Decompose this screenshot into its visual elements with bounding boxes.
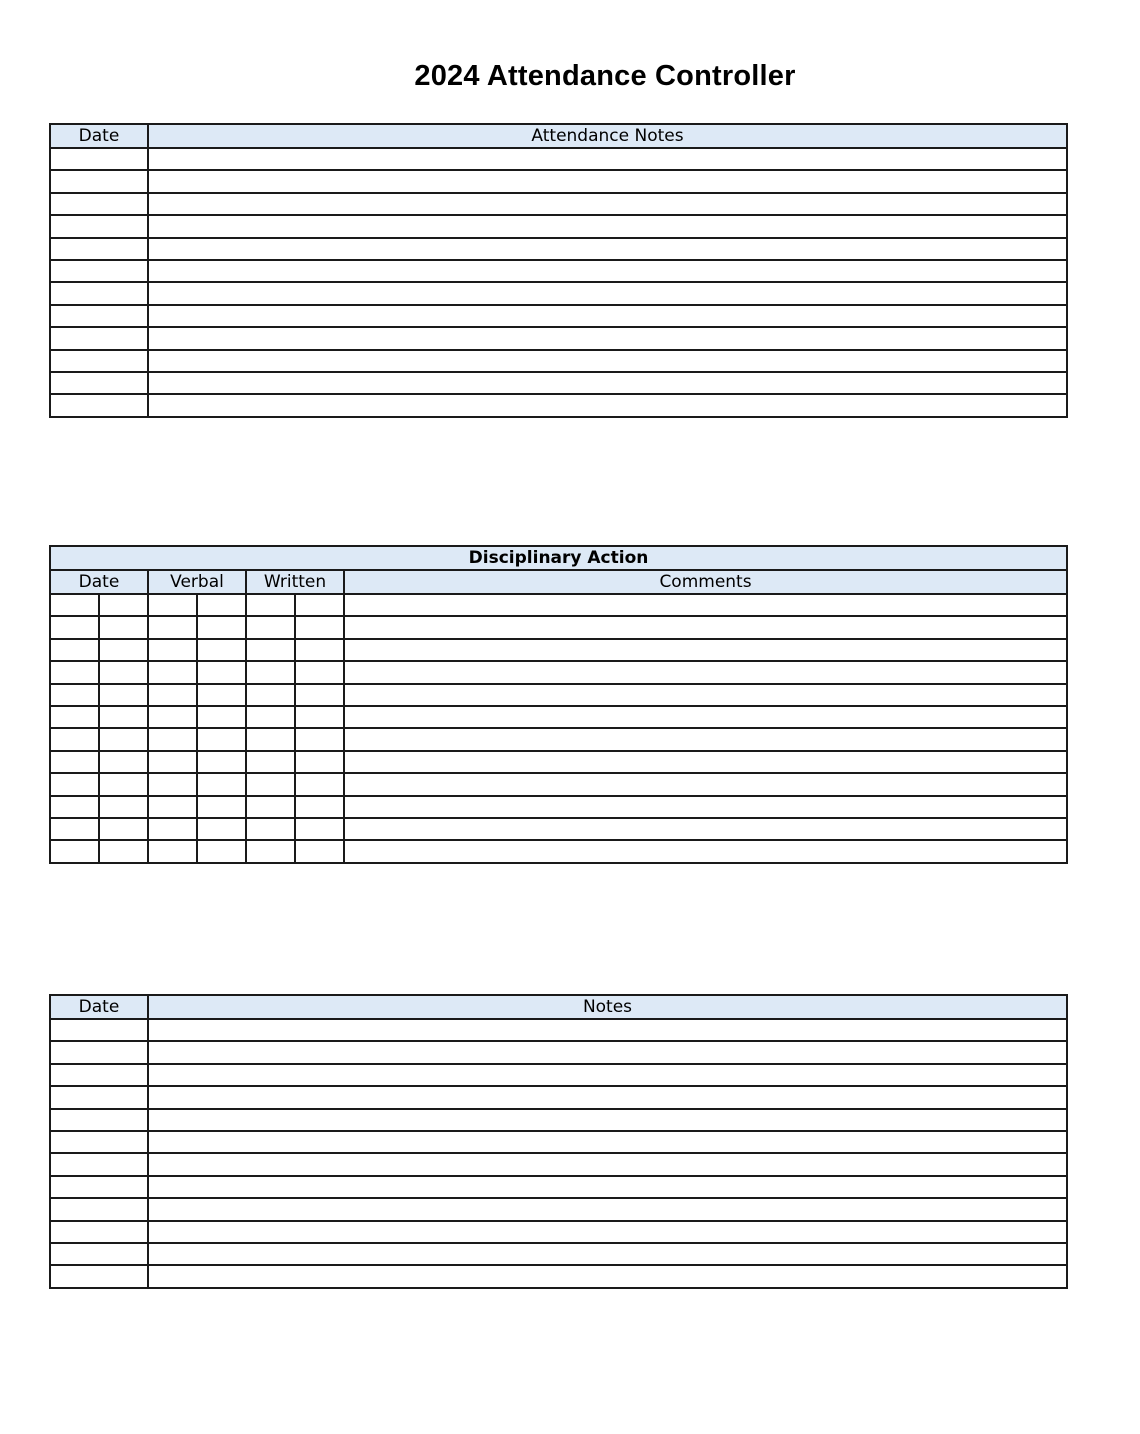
table-row [50, 1131, 1067, 1153]
table-cell[interactable] [344, 728, 1067, 750]
table-cell[interactable] [148, 840, 197, 862]
table-row [50, 684, 1067, 706]
table-cell[interactable] [50, 796, 99, 818]
table-row [50, 840, 1067, 862]
notes-header-row [50, 995, 1067, 1019]
table-cell[interactable] [246, 773, 295, 795]
table-row [50, 282, 1067, 304]
table-row [50, 327, 1067, 349]
table-cell[interactable] [50, 616, 99, 638]
table-row [50, 394, 1067, 416]
table-cell[interactable] [50, 282, 148, 304]
table-cell[interactable] [148, 706, 197, 728]
disciplinary-date-header: Date [50, 570, 148, 594]
table-cell[interactable] [148, 1243, 1067, 1265]
table-cell[interactable] [197, 594, 246, 616]
table-cell[interactable] [50, 372, 148, 394]
notes-date-header: Date [50, 995, 148, 1019]
table-cell[interactable] [50, 170, 148, 192]
notes-table [49, 994, 1068, 1289]
page-title: 2024 Attendance Controller [414, 60, 796, 92]
table-cell[interactable] [197, 728, 246, 750]
notes-notes-header: Notes [148, 995, 1067, 1019]
table-row [50, 639, 1067, 661]
table-cell[interactable] [50, 305, 148, 327]
table-cell[interactable] [148, 1265, 1067, 1287]
table-cell[interactable] [246, 594, 295, 616]
attendance-table [49, 123, 1068, 418]
table-cell[interactable] [50, 238, 148, 260]
table-cell[interactable] [197, 840, 246, 862]
table-cell[interactable] [50, 1243, 148, 1265]
table-row [50, 594, 1067, 616]
table-row [50, 215, 1067, 237]
table-cell[interactable] [148, 1153, 1067, 1175]
table-cell[interactable] [50, 148, 148, 170]
table-cell[interactable] [50, 1131, 148, 1153]
table-cell[interactable] [99, 661, 148, 683]
table-cell[interactable] [344, 616, 1067, 638]
table-cell[interactable] [246, 616, 295, 638]
table-cell[interactable] [148, 1086, 1067, 1108]
table-cell[interactable] [148, 238, 1067, 260]
table-row [50, 728, 1067, 750]
table-cell[interactable] [148, 616, 197, 638]
notes-body [50, 1019, 1067, 1288]
table-cell[interactable] [197, 661, 246, 683]
table-cell[interactable] [99, 840, 148, 862]
table-cell[interactable] [50, 594, 99, 616]
table-cell[interactable] [50, 1019, 148, 1041]
table-cell[interactable] [99, 639, 148, 661]
table-cell[interactable] [148, 193, 1067, 215]
table-row [50, 1176, 1067, 1198]
table-cell[interactable] [99, 684, 148, 706]
table-cell[interactable] [197, 616, 246, 638]
table-cell[interactable] [148, 818, 197, 840]
table-cell[interactable] [197, 818, 246, 840]
table-cell[interactable] [50, 1265, 148, 1287]
table-row [50, 796, 1067, 818]
table-cell[interactable] [344, 684, 1067, 706]
table-cell[interactable] [246, 661, 295, 683]
table-cell[interactable] [148, 350, 1067, 372]
table-row [50, 170, 1067, 192]
table-cell[interactable] [295, 840, 344, 862]
table-cell[interactable] [50, 773, 99, 795]
table-row [50, 661, 1067, 683]
table-cell[interactable] [295, 773, 344, 795]
table-cell[interactable] [148, 639, 197, 661]
table-cell[interactable] [148, 773, 197, 795]
table-cell[interactable] [148, 1221, 1067, 1243]
table-cell[interactable] [246, 706, 295, 728]
table-cell[interactable] [295, 594, 344, 616]
disciplinary-comments-header: Comments [344, 570, 1067, 594]
table-cell[interactable] [50, 684, 99, 706]
table-cell[interactable] [99, 728, 148, 750]
table-cell[interactable] [148, 728, 197, 750]
table-cell[interactable] [148, 372, 1067, 394]
table-cell[interactable] [148, 594, 197, 616]
table-row [50, 305, 1067, 327]
table-cell[interactable] [344, 773, 1067, 795]
table-row [50, 372, 1067, 394]
table-cell[interactable] [148, 796, 197, 818]
table-cell[interactable] [148, 1176, 1067, 1198]
table-cell[interactable] [295, 706, 344, 728]
table-cell[interactable] [50, 215, 148, 237]
table-cell[interactable] [148, 327, 1067, 349]
table-row [50, 1243, 1067, 1265]
table-cell[interactable] [148, 215, 1067, 237]
table-row [50, 260, 1067, 282]
table-cell[interactable] [50, 1041, 148, 1063]
table-cell[interactable] [148, 684, 197, 706]
table-cell[interactable] [148, 305, 1067, 327]
table-cell[interactable] [50, 639, 99, 661]
table-cell[interactable] [295, 616, 344, 638]
table-cell[interactable] [197, 706, 246, 728]
table-cell[interactable] [148, 1041, 1067, 1063]
table-row [50, 751, 1067, 773]
table-cell[interactable] [148, 1198, 1067, 1220]
table-cell[interactable] [50, 818, 99, 840]
disciplinary-title: Disciplinary Action [50, 546, 1067, 570]
table-cell[interactable] [344, 796, 1067, 818]
table-cell[interactable] [148, 282, 1067, 304]
table-cell[interactable] [50, 394, 148, 416]
table-row [50, 1153, 1067, 1175]
table-cell[interactable] [148, 260, 1067, 282]
table-row [50, 1265, 1067, 1287]
table-cell[interactable] [50, 1064, 148, 1086]
table-cell[interactable] [148, 170, 1067, 192]
table-cell[interactable] [246, 639, 295, 661]
table-cell[interactable] [50, 728, 99, 750]
table-cell[interactable] [295, 751, 344, 773]
table-cell[interactable] [295, 728, 344, 750]
disciplinary-verbal-header: Verbal [148, 570, 246, 594]
table-cell[interactable] [344, 594, 1067, 616]
table-cell[interactable] [99, 616, 148, 638]
table-cell[interactable] [148, 661, 197, 683]
table-cell[interactable] [99, 751, 148, 773]
table-cell[interactable] [197, 751, 246, 773]
table-row [50, 1019, 1067, 1041]
table-cell[interactable] [246, 751, 295, 773]
disciplinary-header-row [50, 570, 1067, 594]
table-cell[interactable] [197, 796, 246, 818]
table-cell[interactable] [148, 1064, 1067, 1086]
table-cell[interactable] [50, 1086, 148, 1108]
table-cell[interactable] [50, 260, 148, 282]
table-cell[interactable] [50, 661, 99, 683]
table-cell[interactable] [295, 796, 344, 818]
table-cell[interactable] [50, 1221, 148, 1243]
table-row [50, 193, 1067, 215]
disciplinary-body [50, 594, 1067, 863]
disciplinary-title-row [50, 546, 1067, 570]
table-cell[interactable] [246, 728, 295, 750]
table-cell[interactable] [148, 148, 1067, 170]
table-cell[interactable] [50, 1153, 148, 1175]
table-cell[interactable] [344, 706, 1067, 728]
table-row [50, 616, 1067, 638]
table-cell[interactable] [50, 751, 99, 773]
table-cell[interactable] [344, 818, 1067, 840]
table-cell[interactable] [50, 706, 99, 728]
table-row [50, 1198, 1067, 1220]
table-cell[interactable] [344, 840, 1067, 862]
disciplinary-written-header: Written [246, 570, 344, 594]
table-cell[interactable] [99, 773, 148, 795]
table-cell[interactable] [246, 818, 295, 840]
table-cell[interactable] [344, 639, 1067, 661]
table-row [50, 1064, 1067, 1086]
table-cell[interactable] [50, 1109, 148, 1131]
table-cell[interactable] [295, 661, 344, 683]
table-cell[interactable] [99, 818, 148, 840]
attendance-header-row [50, 124, 1067, 148]
table-cell[interactable] [50, 327, 148, 349]
table-cell[interactable] [50, 1176, 148, 1198]
attendance-body [50, 148, 1067, 417]
table-cell[interactable] [148, 1131, 1067, 1153]
table-row [50, 238, 1067, 260]
table-row [50, 1221, 1067, 1243]
table-cell[interactable] [50, 193, 148, 215]
table-cell[interactable] [99, 706, 148, 728]
table-row [50, 1086, 1067, 1108]
table-cell[interactable] [50, 350, 148, 372]
table-row [50, 1109, 1067, 1131]
attendance-notes-header: Attendance Notes [148, 124, 1067, 148]
table-cell[interactable] [99, 594, 148, 616]
table-row [50, 148, 1067, 170]
table-cell[interactable] [295, 684, 344, 706]
disciplinary-table [49, 545, 1068, 864]
table-cell[interactable] [246, 796, 295, 818]
table-cell[interactable] [246, 684, 295, 706]
table-cell[interactable] [197, 639, 246, 661]
table-cell[interactable] [148, 751, 197, 773]
table-row [50, 350, 1067, 372]
table-cell[interactable] [246, 840, 295, 862]
table-row [50, 706, 1067, 728]
table-row [50, 818, 1067, 840]
table-cell[interactable] [99, 796, 148, 818]
table-cell[interactable] [50, 1198, 148, 1220]
table-cell[interactable] [344, 661, 1067, 683]
table-cell[interactable] [295, 639, 344, 661]
table-cell[interactable] [148, 394, 1067, 416]
table-row [50, 1041, 1067, 1063]
table-cell[interactable] [295, 818, 344, 840]
table-cell[interactable] [148, 1109, 1067, 1131]
table-cell[interactable] [50, 840, 99, 862]
table-cell[interactable] [344, 751, 1067, 773]
table-row [50, 773, 1067, 795]
table-cell[interactable] [197, 773, 246, 795]
attendance-date-header: Date [50, 124, 148, 148]
table-cell[interactable] [197, 684, 246, 706]
table-cell[interactable] [148, 1019, 1067, 1041]
